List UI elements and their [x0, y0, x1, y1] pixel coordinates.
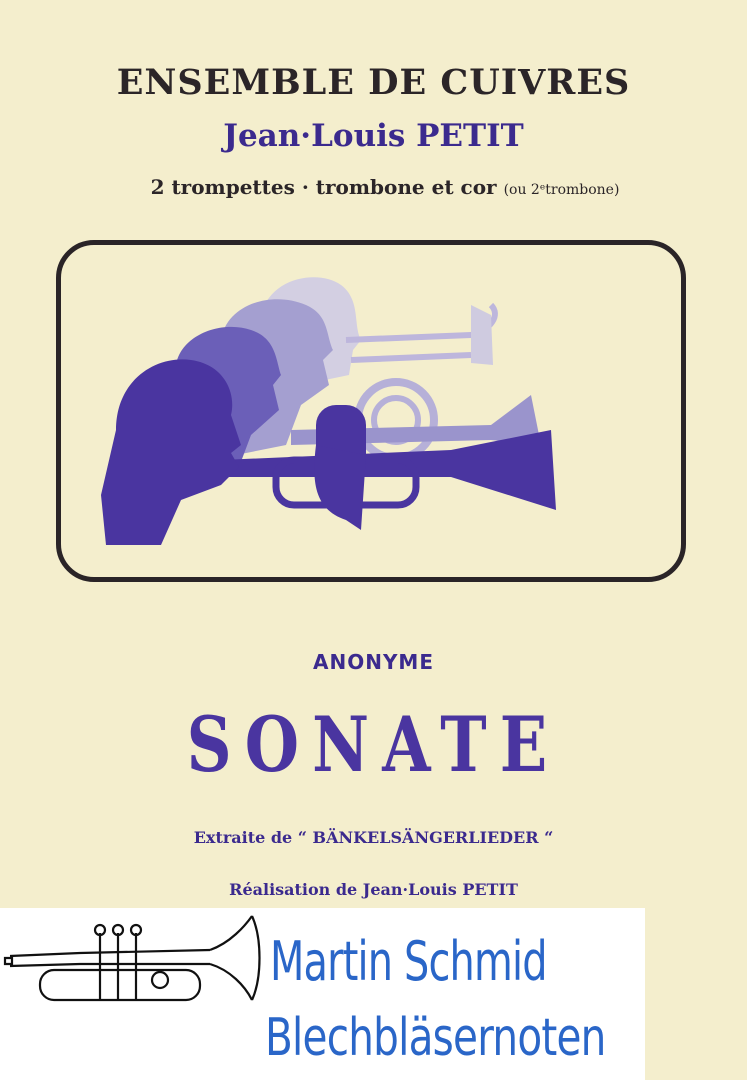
work-title: SONATE — [186, 700, 561, 789]
instrumentation-note: (ou 2ᵉtrombone) — [503, 182, 620, 198]
series-title: ENSEMBLE DE CUIVRES — [116, 62, 631, 103]
author: ANONYME — [312, 650, 434, 674]
instrumentation-main: 2 trompettes · trombone et cor — [150, 175, 497, 199]
cover-illustration — [56, 240, 686, 582]
players-silhouette-icon — [61, 245, 681, 577]
composer-name: Jean·Louis PETIT — [223, 118, 524, 154]
arranger-credit: Réalisation de Jean·Louis PETIT — [229, 880, 518, 899]
dealer-subtitle: Blechbläsernoten — [265, 1008, 606, 1068]
subtitle: Extraite de “ BÄNKELSÄNGERLIEDER “ — [193, 828, 554, 847]
instrumentation — [85, 175, 685, 199]
dealer-banner — [0, 908, 645, 1080]
trumpet-icon — [0, 908, 270, 1080]
dealer-name: Martin Schmid — [270, 930, 547, 993]
